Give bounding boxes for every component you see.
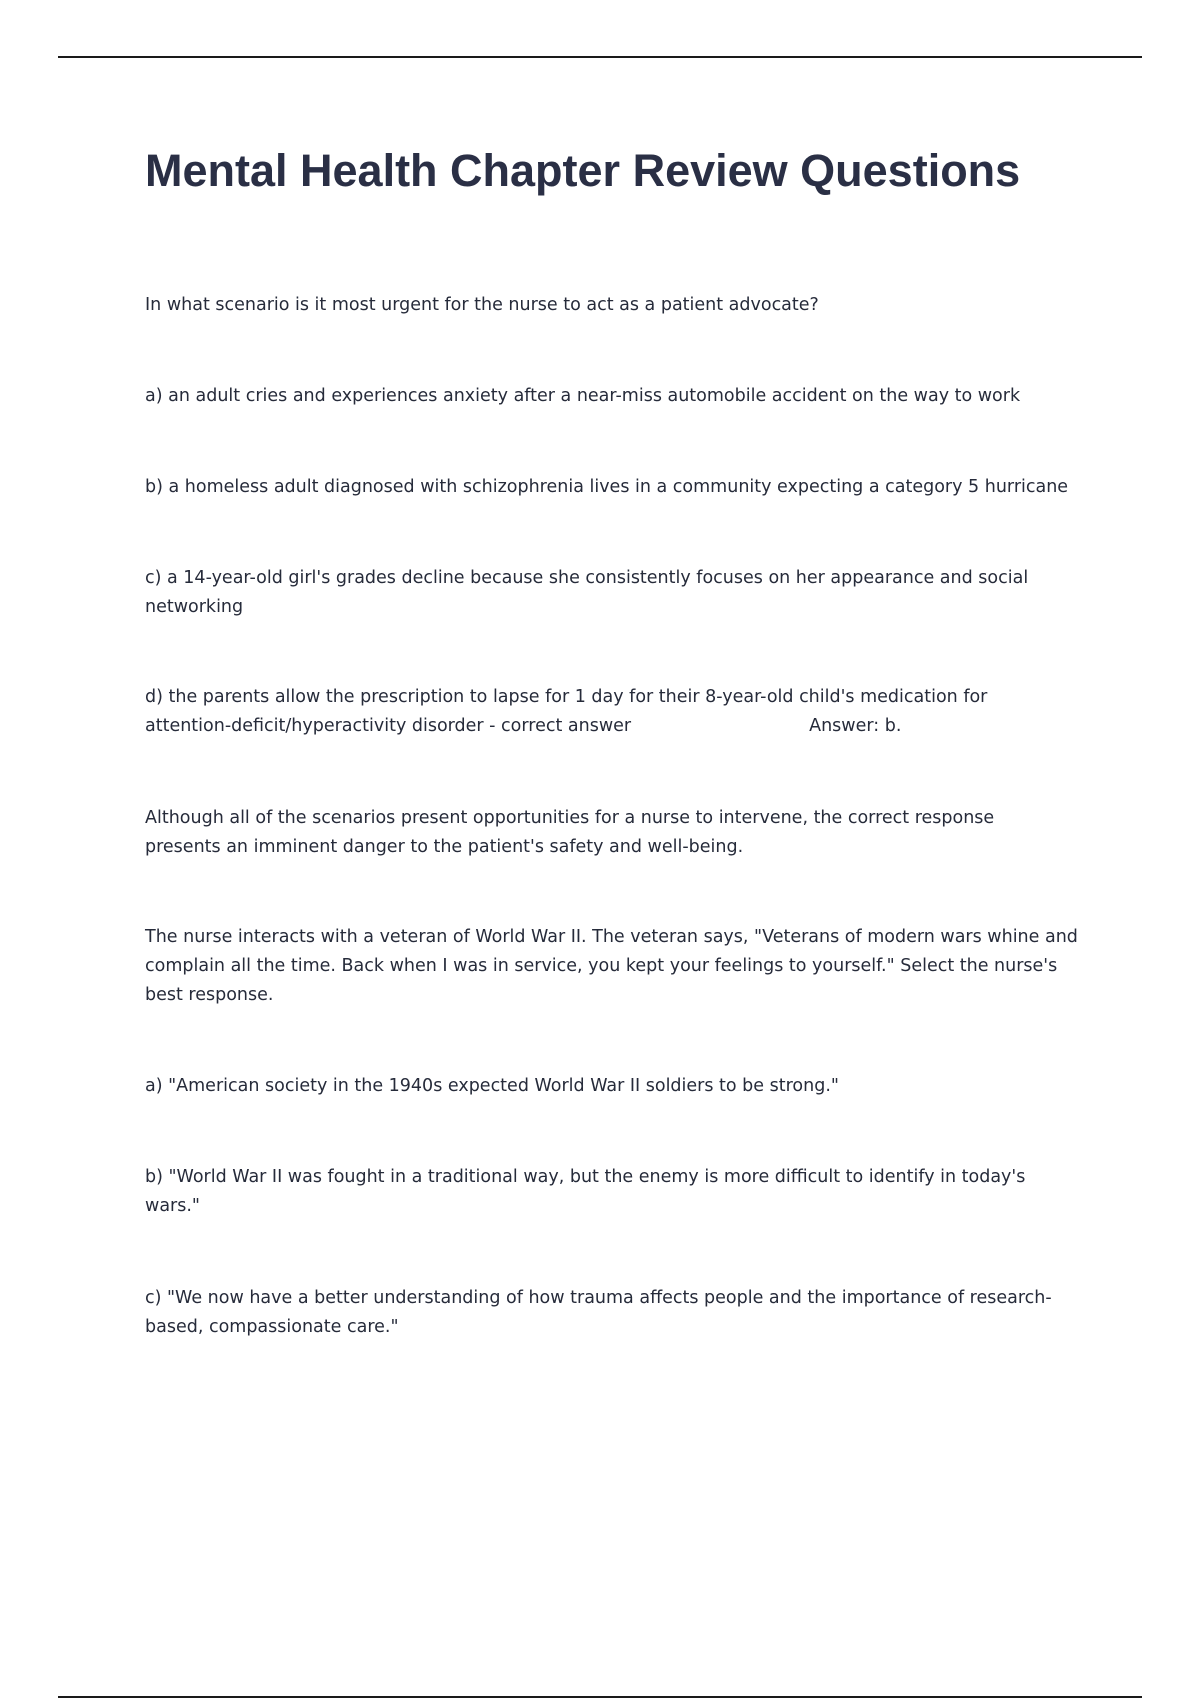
header-rule <box>58 56 1142 58</box>
q2-question: The nurse interacts with a veteran of World War II. The veteran says, "Veterans of modern wars whine and complain all the time. Back when I was in service, you kept your feelings to yourself." Select the nurse's best response. <box>145 927 1078 1005</box>
q1-answer: Answer: b. <box>809 716 902 736</box>
q2-option-c: c) "We now have a better understanding of how trauma affects people and the importance of research-based, compassionate care." <box>145 1288 1052 1337</box>
q2-option-b: b) "World War II was fought in a traditional way, but the enemy is more difficult to identify in today's wars." <box>145 1167 1026 1216</box>
footer-rule <box>58 1696 1142 1698</box>
q2-option-a: a) "American society in the 1940s expected World War II soldiers to be strong." <box>145 1076 839 1096</box>
q1-rationale: Although all of the scenarios present opportunities for a nurse to intervene, the correct response presents an imminent danger to the patient's safety and well-being. <box>145 808 995 857</box>
q1-question: In what scenario is it most urgent for the nurse to act as a patient advocate? <box>145 295 819 315</box>
q1-option-a: a) an adult cries and experiences anxiety after a near-miss automobile accident on the way to work <box>145 386 1021 406</box>
q1-option-b: b) a homeless adult diagnosed with schizophrenia lives in a community expecting a category 5 hurricane <box>145 477 1069 497</box>
q1-option-d: d) the parents allow the prescription to lapse for 1 day for their 8-year-old child's medication for attention-deficit/hyperactivity disorder - correct answer <box>145 687 988 736</box>
q1-option-c: c) a 14-year-old girl's grades decline because she consistently focuses on her appearance and social networking <box>145 568 1029 617</box>
q1-option-d-block <box>145 683 1045 741</box>
page-title: Mental Health Chapter Review Questions <box>145 145 1021 196</box>
